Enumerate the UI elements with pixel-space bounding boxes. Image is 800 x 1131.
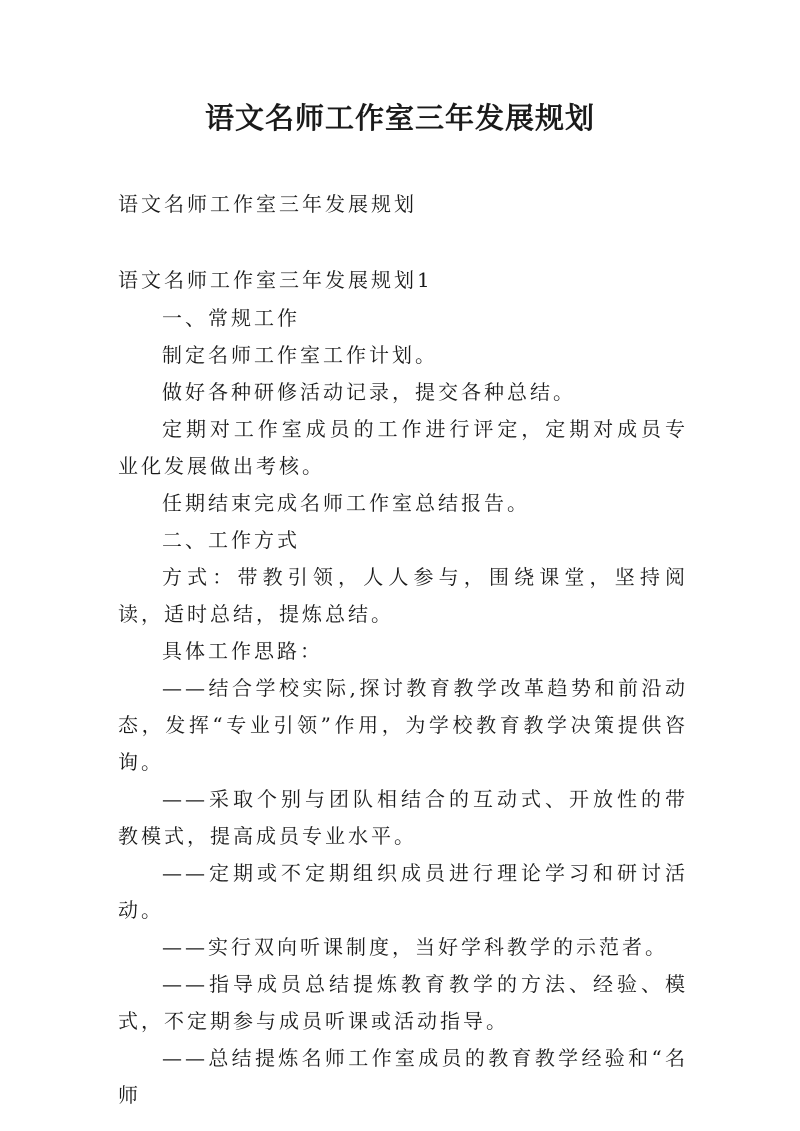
paragraph: ——指导成员总结提炼教育教学的方法、经验、模式，不定期参与成员听课或活动指导。 (118, 972, 688, 1033)
paragraph: 一、常规工作 (162, 306, 300, 330)
document-body (118, 300, 688, 1114)
paragraph: 方式：带教引领，人人参与，围绕课堂，坚持阅读，适时总结，提炼总结。 (118, 565, 688, 626)
paragraph: ——实行双向听课制度，当好学科教学的示范者。 (162, 935, 668, 959)
paragraph: ——定期或不定期组织成员进行理论学习和研讨活动。 (118, 861, 688, 922)
paragraph: 具体工作思路： (162, 639, 323, 663)
document-title: 语文名师工作室三年发展规划 (204, 101, 595, 135)
paragraph: 做好各种研修活动记录，提交各种总结。 (162, 380, 576, 404)
paragraph: ——结合学校实际,探讨教育教学改革趋势和前沿动态，发挥“专业引领”作用，为学校教育教学决策提供咨询。 (118, 676, 688, 774)
paragraph: 任期结束完成名师工作室总结报告。 (162, 491, 530, 515)
paragraph: ——采取个别与团队相结合的互动式、开放性的带教模式，提高成员专业水平。 (118, 787, 688, 848)
section-title: 语文名师工作室三年发展规划1 (118, 268, 433, 292)
paragraph: 制定名师工作室工作计划。 (162, 343, 438, 367)
document-subtitle: 语文名师工作室三年发展规划 (118, 192, 417, 216)
paragraph: 定期对工作室成员的工作进行评定，定期对成员专业化发展做出考核。 (118, 417, 688, 478)
paragraph: 二、工作方式 (162, 528, 300, 552)
paragraph: ——总结提炼名师工作室成员的教育教学经验和“名师 (118, 1046, 688, 1107)
